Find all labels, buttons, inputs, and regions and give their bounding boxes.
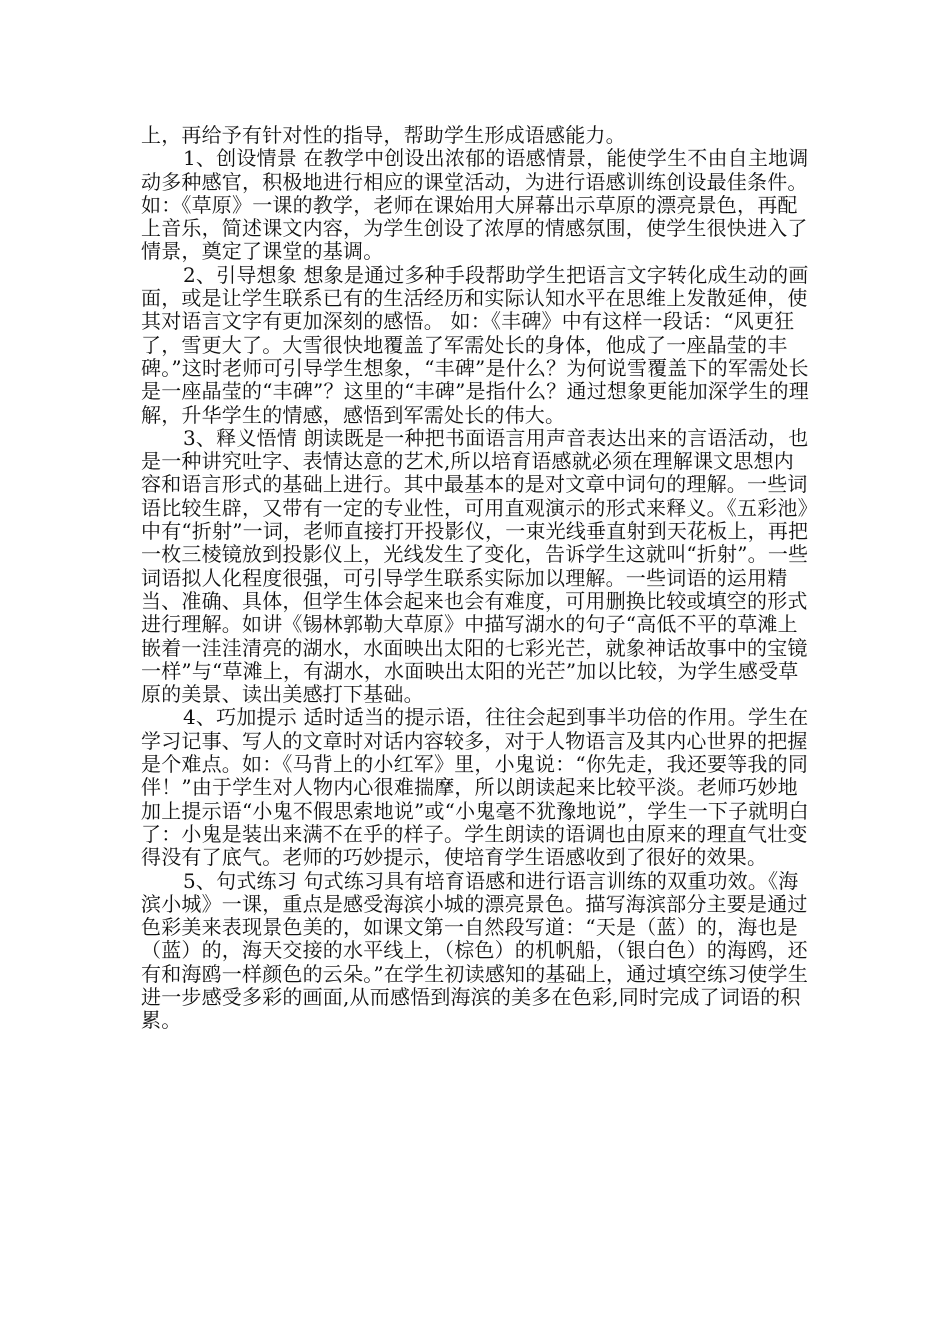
paragraph-sentence-practice: 5、句式练习 句式练习具有培育语感和进行语言训练的双重功效。《海滨小城》一课，重点是感受海滨小城的漂亮景色。描写海滨部分主要是通过色彩美来表现景色美的，如课文第一自然段写道：“天是（蓝）的，海也是（蓝）的，海天交接的水平线上，（棕色）的机帆船，（银白色）的海鸥，还有和海鸥一样颜色的云朵。”在学生初读感知的基础上，通过填空练习使学生进一步感受多彩的画面,从而感悟到海滨的美多在色彩,同时完成了词语的积累。: [141, 868, 809, 1033]
document-body: [141, 124, 813, 1033]
paragraph-continuation: 上，再给予有针对性的指导，帮助学生形成语感能力。: [141, 123, 626, 147]
paragraph-guide-imagination: 2、引导想象 想象是通过多种手段帮助学生把语言文字转化成生动的画面，或是让学生联系已有的生活经历和实际认知水平在思维上发散延伸，使其对语言文字有更加深刻的感悟。 如：《丰碑》中有这样一段话：“风更狂了，雪更大了。大雪很快地覆盖了军需处长的身体，他成了一座晶莹的丰碑。”这时老师可引导学生想象，“丰碑”是什么？为何说雪覆盖下的军需处长是一座晶莹的“丰碑”？这里的“丰碑”是指什么？通过想象更能加深学生的理解，升华学生的情感，感悟到军需处长的伟大。: [141, 262, 809, 427]
paragraph-explain-meaning: 3、释义悟情 朗读既是一种把书面语言用声音表达出来的言语活动，也是一种讲究吐字、表情达意的艺术,所以培育语感就必须在理解课文思想内容和语言形式的基础上进行。其中最基本的是对文章中词句的理解。一些词语比较生辟，又带有一定的专业性，可用直观演示的形式来释义。《五彩池》中有“折射”一词，老师直接打开投影仪，一束光线垂直射到天花板上，再把一枚三棱镜放到投影仪上，光线发生了变化，告诉学生这就叫“折射”。一些词语拟人化程度很强，可引导学生联系实际加以理解。一些词语的运用精当、准确、具体，但学生体会起来也会有难度，可用删换比较或填空的形式进行理解。如讲《锡林郭勒大草原》中描写湖水的句子“高低不平的草滩上嵌着一洼洼清亮的湖水，水面映出太阳的七彩光芒，就象神话故事中的宝镜一样”与“草滩上，有湖水，水面映出太阳的光芒”加以比较，为学生感受草原的美景、读出美感打下基础。: [141, 425, 809, 707]
paragraph-add-hints: 4、巧加提示 适时适当的提示语，往往会起到事半功倍的作用。学生在学习记事、写人的文章时对话内容较多，对于人物语言及其内心世界的把握是个难点。如：《马背上的小红军》里，小鬼说：“你先走，我还要等我的同伴！”由于学生对人物内心很难揣摩，所以朗读起来比较平淡。老师巧妙地加上提示语“小鬼不假思索地说”或“小鬼毫不犹豫地说”，学生一下子就明白了：小鬼是装出来满不在乎的样子。学生朗读的语调也由原来的理直气壮变得没有了底气。老师的巧妙提示，使培育学生语感收到了很好的效果。: [141, 705, 809, 870]
paragraph-create-scene: 1、创设情景 在教学中创设出浓郁的语感情景，能使学生不由自主地调动多种感官，积极地进行相应的课堂活动，为进行语感训练创设最佳条件。 如：《草原》一课的教学，老师在课始用大屏幕出示草原的漂亮景色，再配上音乐，简述课文内容，为学生创设了浓厚的情感氛围，使学生很快进入了情景，奠定了课堂的基调。: [141, 146, 815, 264]
